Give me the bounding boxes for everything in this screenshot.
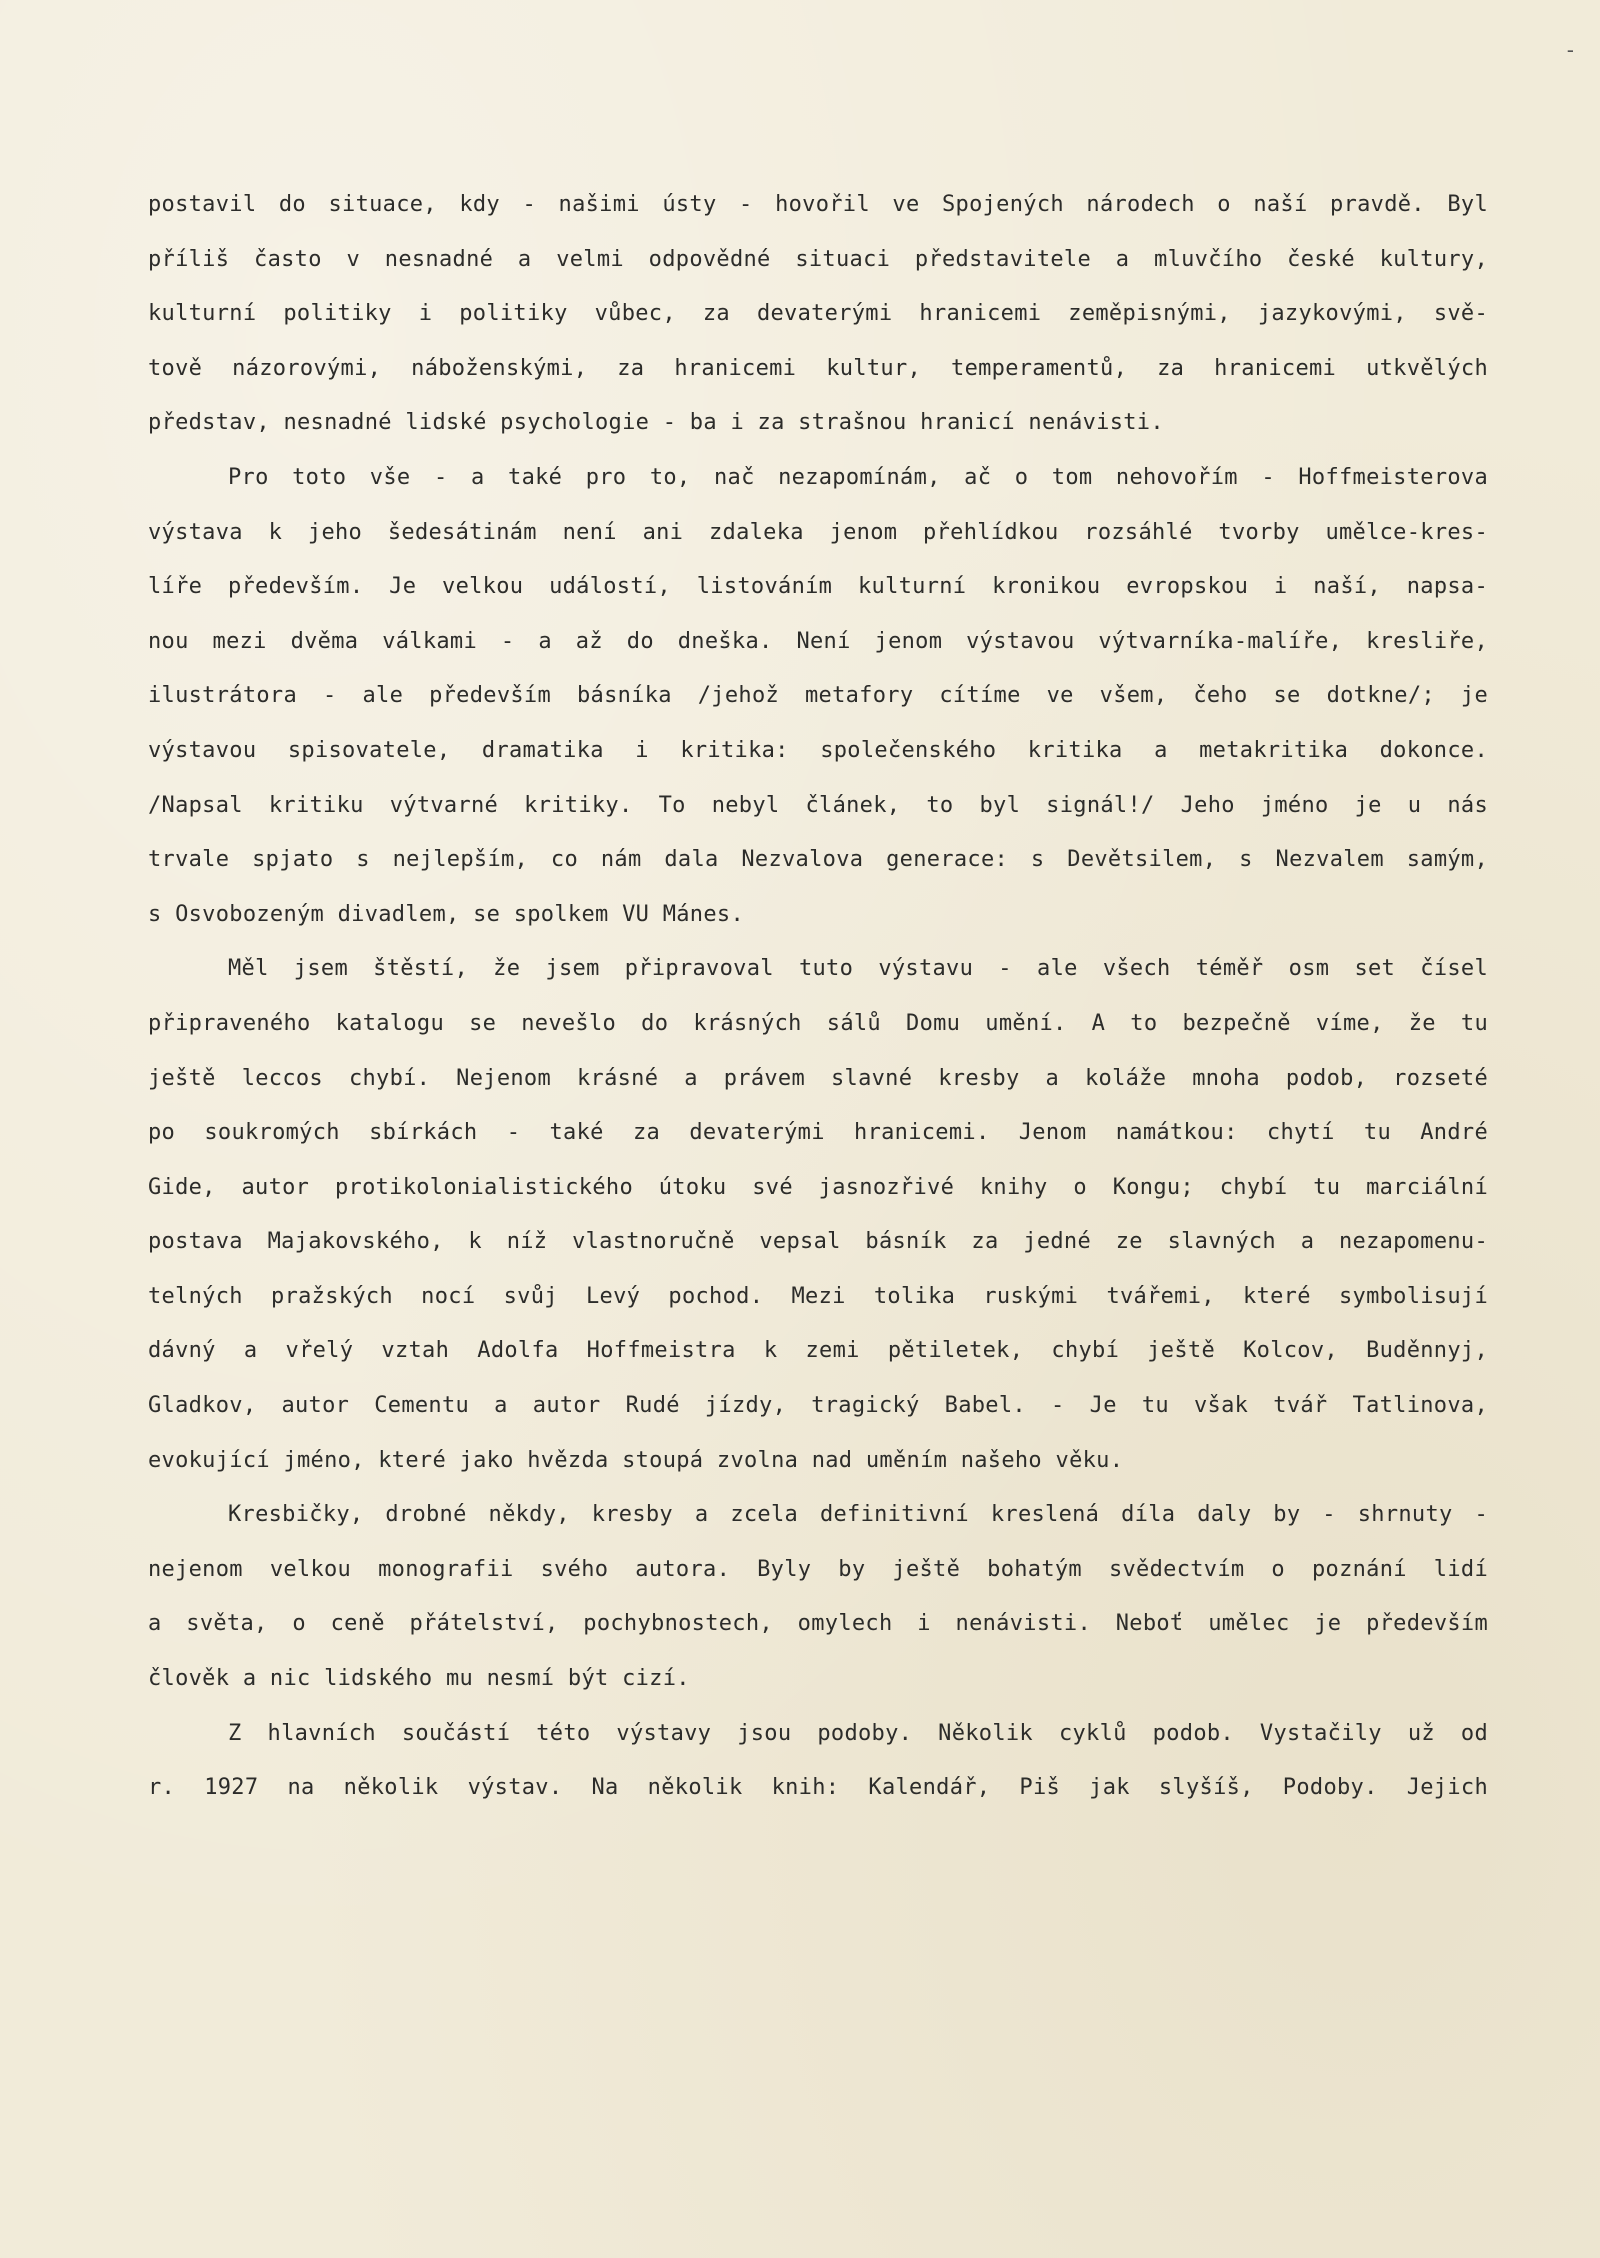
text-line: nejenom velkou monografii svého autora. Byly by ještě bohatým svědectvím o poznání lidí <box>148 1556 1488 1582</box>
paragraph-2 <box>148 451 1488 942</box>
text-line: telných pražských nocí svůj Levý pochod. Mezi tolika ruskými tvářemi, které symbolisují <box>148 1283 1488 1309</box>
text-line: ještě leccos chybí. Nejenom krásné a právem slavné kresby a koláže mnoha podob, rozseté <box>148 1065 1488 1091</box>
text-line: po soukromých sbírkách - také za devaterými hranicemi. Jenom namátkou: chytí tu André <box>148 1120 1488 1146</box>
text-line: dávný a vřelý vztah Adolfa Hoffmeistra k zemi pětiletek, chybí ještě Kolcov, Buděnnyj, <box>148 1338 1488 1364</box>
text-line: člověk a nic lidského mu nesmí být cizí. <box>148 1666 690 1692</box>
typescript-body <box>148 178 1488 1816</box>
page-corner-mark: - <box>1566 38 1574 62</box>
text-line: a světa, o ceně přátelství, pochybnostech, omylech i nenávisti. Neboť umělec je především <box>148 1611 1488 1637</box>
text-line: /Napsal kritiku výtvarné kritiky. To nebyl článek, to byl signál!/ Jeho jméno je u nás <box>148 792 1488 818</box>
text-line: výstavou spisovatele, dramatika i kritika: společenského kritika a metakritika dokonce. <box>148 737 1488 763</box>
text-line: tově názorovými, náboženskými, za hranicemi kultur, temperamentů, za hranicemi utkvělých <box>148 355 1488 381</box>
text-line: Kresbičky, drobné někdy, kresby a zcela definitivní kreslená díla daly by - shrnuty - <box>228 1502 1488 1528</box>
text-line: evokující jméno, které jako hvězda stoupá zvolna nad uměním našeho věku. <box>148 1447 1124 1473</box>
text-line: Pro toto vše - a také pro to, nač nezapomínám, ač o tom nehovořím - Hoffmeisterova <box>228 464 1488 490</box>
paragraph-5 <box>148 1707 1488 1816</box>
text-line: s Osvobozeným divadlem, se spolkem VU Mánes. <box>148 901 744 927</box>
text-line: r. 1927 na několik výstav. Na několik knih: Kalendář, Piš jak slyšíš, Podoby. Jejich <box>148 1775 1488 1801</box>
text-line: výstava k jeho šedesátinám není ani zdaleka jenom přehlídkou rozsáhlé tvorby umělce-kres- <box>148 519 1488 545</box>
text-line: trvale spjato s nejlepším, co nám dala Nezvalova generace: s Devětsilem, s Nezvalem samým, <box>148 847 1488 873</box>
text-line: představ, nesnadné lidské psychologie - ba i za strašnou hranicí nenávisti. <box>148 410 1164 436</box>
text-line: nou mezi dvěma válkami - a až do dneška. Není jenom výstavou výtvarníka-malíře, kresliře, <box>148 628 1488 654</box>
paragraph-1 <box>148 178 1488 451</box>
text-line: připraveného katalogu se nevešlo do krásných sálů Domu umění. A to bezpečně víme, že tu <box>148 1010 1488 1036</box>
text-line: kulturní politiky i politiky vůbec, za devaterými hranicemi zeměpisnými, jazykovými, svě- <box>148 301 1488 327</box>
paragraph-4 <box>148 1488 1488 1706</box>
text-line: Měl jsem štěstí, že jsem připravoval tuto výstavu - ale všech téměř osm set čísel <box>228 956 1488 982</box>
text-line: postava Majakovského, k níž vlastnoručně vepsal básník za jedné ze slavných a nezapomenu- <box>148 1229 1488 1255</box>
paragraph-3 <box>148 942 1488 1488</box>
text-line: ilustrátora - ale především básníka /jehož metafory cítíme ve všem, čeho se dotkne/; je <box>148 683 1488 709</box>
text-line: Gide, autor protikolonialistického útoku své jasnozřivé knihy o Kongu; chybí tu marciální <box>148 1174 1488 1200</box>
text-line: Z hlavních součástí této výstavy jsou podoby. Několik cyklů podob. Vystačily už od <box>228 1720 1488 1746</box>
text-line: příliš často v nesnadné a velmi odpovědné situaci představitele a mluvčího české kultury, <box>148 246 1488 272</box>
text-line: postavil do situace, kdy - našimi ústy - hovořil ve Spojených národech o naší pravdě. Byl <box>148 192 1488 217</box>
text-line: Gladkov, autor Cementu a autor Rudé jízdy, tragický Babel. - Je tu však tvář Tatlinova, <box>148 1393 1488 1419</box>
text-line: líře především. Je velkou událostí, listováním kulturní kronikou evropskou i naší, napsa- <box>148 574 1488 600</box>
